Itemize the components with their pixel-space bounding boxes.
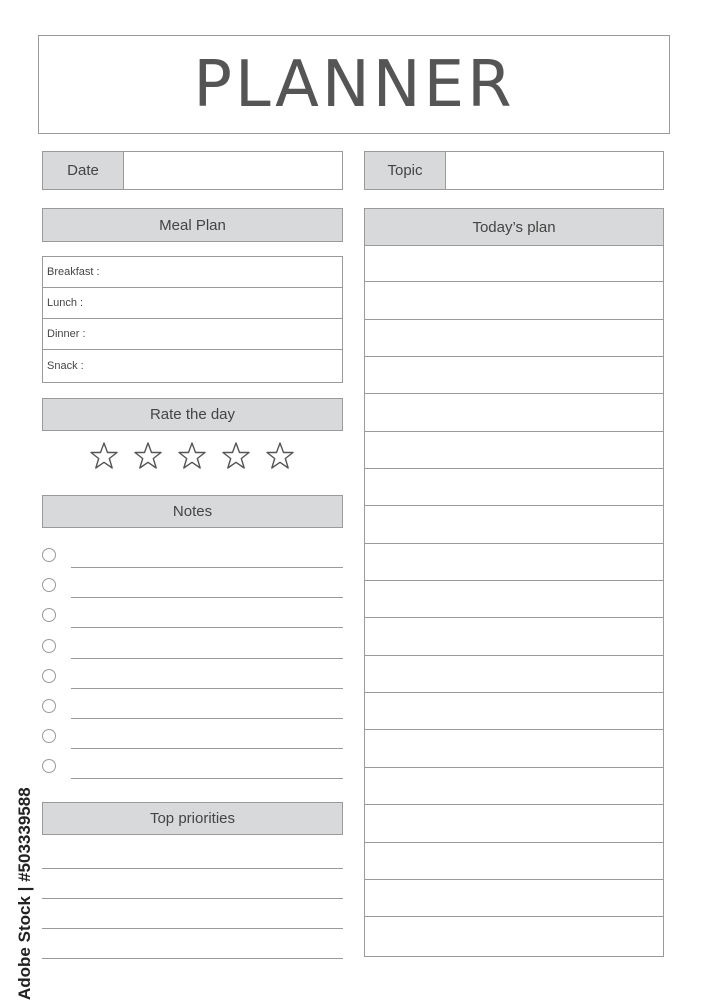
plan-row[interactable] [365,618,663,655]
checkbox-circle-icon[interactable] [42,639,56,653]
star-icon[interactable] [133,441,163,471]
star-rating[interactable] [89,441,295,471]
plan-row[interactable] [365,880,663,917]
topic-label: Topic [365,152,446,189]
star-icon[interactable] [265,441,295,471]
plan-row[interactable] [365,282,663,319]
plan-row[interactable] [365,843,663,880]
note-item[interactable] [42,666,343,696]
checkbox-circle-icon[interactable] [42,729,56,743]
date-label: Date [43,152,124,189]
plan-row[interactable] [365,730,663,767]
star-icon[interactable] [221,441,251,471]
checkbox-circle-icon[interactable] [42,578,56,592]
plan-row[interactable] [365,768,663,805]
plan-row[interactable] [365,245,663,282]
note-item[interactable] [42,726,343,756]
meal-row-breakfast[interactable]: Breakfast : [43,257,342,288]
topic-field[interactable] [364,151,664,190]
plan-row[interactable] [365,506,663,543]
priority-line[interactable] [42,958,343,959]
checkbox-circle-icon[interactable] [42,669,56,683]
todays-plan-table [364,245,664,957]
plan-row[interactable] [365,469,663,506]
meal-plan-header: Meal Plan [42,208,343,242]
note-item[interactable] [42,545,343,575]
page-title: PLANNER [193,47,515,122]
meal-row-lunch[interactable]: Lunch : [43,288,342,319]
note-item[interactable] [42,756,343,786]
plan-row[interactable] [365,581,663,618]
todays-plan-header: Today’s plan [364,208,664,246]
meal-plan-table [42,256,343,383]
note-line [71,658,343,659]
note-line [71,627,343,628]
star-icon[interactable] [89,441,119,471]
plan-row[interactable] [365,432,663,469]
priority-line[interactable] [42,928,343,929]
meal-row-dinner[interactable]: Dinner : [43,319,342,350]
note-item[interactable] [42,605,343,635]
note-line [71,597,343,598]
topic-input[interactable] [446,152,663,189]
note-item[interactable] [42,696,343,726]
plan-row[interactable] [365,805,663,842]
note-line [71,718,343,719]
note-line [71,567,343,568]
checkbox-circle-icon[interactable] [42,699,56,713]
checkbox-circle-icon[interactable] [42,548,56,562]
plan-row[interactable] [365,656,663,693]
note-item[interactable] [42,636,343,666]
meal-row-snack[interactable]: Snack : [47,359,84,372]
star-icon[interactable] [177,441,207,471]
priorities-header: Top priorities [42,802,343,835]
note-line [71,778,343,779]
svg-text:Adobe Stock | #503339588: Adobe Stock | #503339588 [15,787,34,1000]
plan-row[interactable] [365,917,663,954]
note-item[interactable] [42,575,343,605]
plan-row[interactable] [365,357,663,394]
priority-line[interactable] [42,898,343,899]
date-field[interactable] [42,151,343,190]
note-line [71,748,343,749]
plan-row[interactable] [365,394,663,431]
plan-row[interactable] [365,320,663,357]
note-line [71,688,343,689]
notes-header: Notes [42,495,343,528]
checkbox-circle-icon[interactable] [42,608,56,622]
plan-row[interactable] [365,544,663,581]
title-banner [38,35,670,134]
rate-header: Rate the day [42,398,343,431]
checkbox-circle-icon[interactable] [42,759,56,773]
plan-row[interactable] [365,693,663,730]
stock-id-text [8,760,38,1000]
date-input[interactable] [124,152,342,189]
priority-line[interactable] [42,868,343,869]
